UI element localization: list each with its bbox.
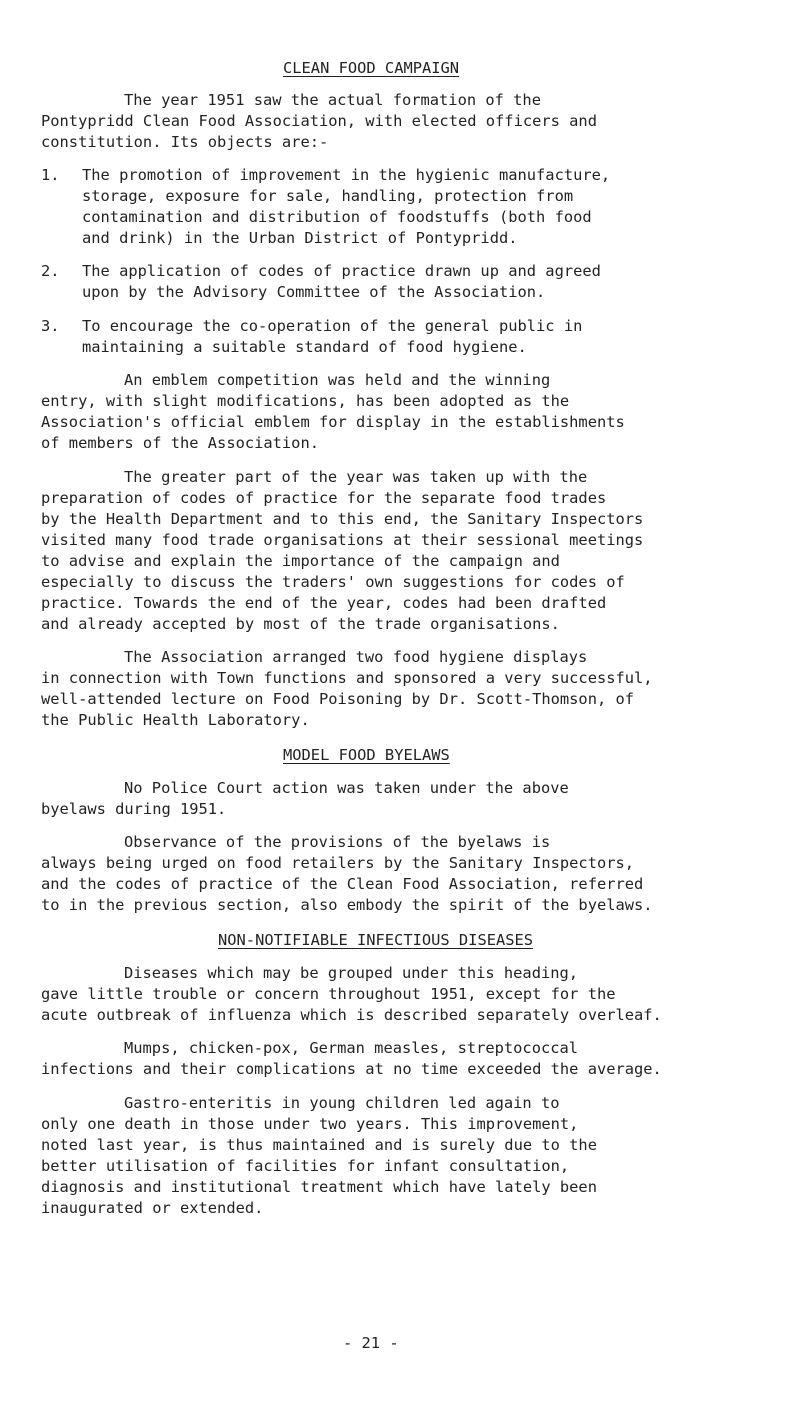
gastro-line: noted last year, is thus maintained and is surely due to the [41, 1136, 597, 1154]
object-line: To encourage the co-operation of the general public in [82, 317, 583, 335]
displays-line: the Public Health Laboratory. [41, 711, 310, 729]
heading-model-food-byelaws: MODEL FOOD BYELAWS [283, 746, 450, 764]
object-number: 2. [41, 262, 60, 280]
displays-line: in connection with Town functions and sponsored a very successful, [41, 669, 653, 687]
gastro-line: Gastro-enteritis in young children led again to [124, 1094, 560, 1112]
intro-line: Pontypridd Clean Food Association, with elected officers and [41, 112, 597, 130]
emblem-line: Association's official emblem for display in the establishments [41, 413, 625, 431]
gastro-line: better utilisation of facilities for infant consultation, [41, 1157, 570, 1175]
observance-line: always being urged on food retailers by the Sanitary Inspectors, [41, 854, 635, 872]
displays-line: well-attended lecture on Food Poisoning by Dr. Scott-Thomson, of [41, 690, 635, 708]
emblem-line: entry, with slight modifications, has been adopted as the [41, 392, 570, 410]
police-line: No Police Court action was taken under the above [124, 779, 569, 797]
intro-line: constitution. Its objects are:- [41, 133, 329, 151]
object-line: maintaining a suitable standard of food hygiene. [82, 338, 527, 356]
greater-part-line: especially to discuss the traders' own suggestions for codes of [41, 573, 625, 591]
gastro-line: inaugurated or extended. [41, 1199, 264, 1217]
emblem-line: An emblem competition was held and the winning [124, 371, 551, 389]
heading-clean-food-campaign: CLEAN FOOD CAMPAIGN [283, 59, 460, 77]
intro-line: The year 1951 saw the actual formation of the [124, 91, 541, 109]
object-line: upon by the Advisory Committee of the Association. [82, 283, 546, 301]
greater-part-line: and already accepted by most of the trade organisations. [41, 615, 560, 633]
gastro-line: only one death in those under two years. This improvement, [41, 1115, 579, 1133]
greater-part-line: preparation of codes of practice for the separate food trades [41, 489, 607, 507]
object-line: The promotion of improvement in the hygienic manufacture, [82, 166, 611, 184]
diseases-line: gave little trouble or concern throughout 1951, except for the [41, 985, 616, 1003]
observance-line: Observance of the provisions of the byelaws is [124, 833, 551, 851]
diseases-line: acute outbreak of influenza which is described separately overleaf. [41, 1006, 662, 1024]
greater-part-line: visited many food trade organisations at their sessional meetings [41, 531, 644, 549]
mumps-line: infections and their complications at no time exceeded the average. [41, 1060, 662, 1078]
emblem-line: of members of the Association. [41, 434, 319, 452]
diseases-line: Diseases which may be grouped under this heading, [124, 964, 579, 982]
displays-line: The Association arranged two food hygiene displays [124, 648, 588, 666]
police-line: byelaws during 1951. [41, 800, 227, 818]
greater-part-line: The greater part of the year was taken up with the [124, 468, 588, 486]
heading-non-notifiable-infectious-diseases: NON-NOTIFIABLE INFECTIOUS DISEASES [218, 931, 534, 949]
object-line: and drink) in the Urban District of Pontypridd. [82, 229, 518, 247]
object-line: storage, exposure for sale, handling, protection from [82, 187, 574, 205]
object-line: contamination and distribution of foodstuffs (both food [82, 208, 592, 226]
object-line: The application of codes of practice drawn up and agreed [82, 262, 601, 280]
greater-part-line: to advise and explain the importance of the campaign and [41, 552, 560, 570]
greater-part-line: practice. Towards the end of the year, codes had been drafted [41, 594, 607, 612]
greater-part-line: by the Health Department and to this end, the Sanitary Inspectors [41, 510, 644, 528]
observance-line: to in the previous section, also embody the spirit of the byelaws. [41, 896, 653, 914]
object-number: 1. [41, 166, 60, 184]
object-number: 3. [41, 317, 60, 335]
mumps-line: Mumps, chicken-pox, German measles, streptococcal [124, 1039, 579, 1057]
gastro-line: diagnosis and institutional treatment which have lately been [41, 1178, 597, 1196]
observance-line: and the codes of practice of the Clean Food Association, referred [41, 875, 644, 893]
page-number: - 21 - [343, 1334, 399, 1352]
